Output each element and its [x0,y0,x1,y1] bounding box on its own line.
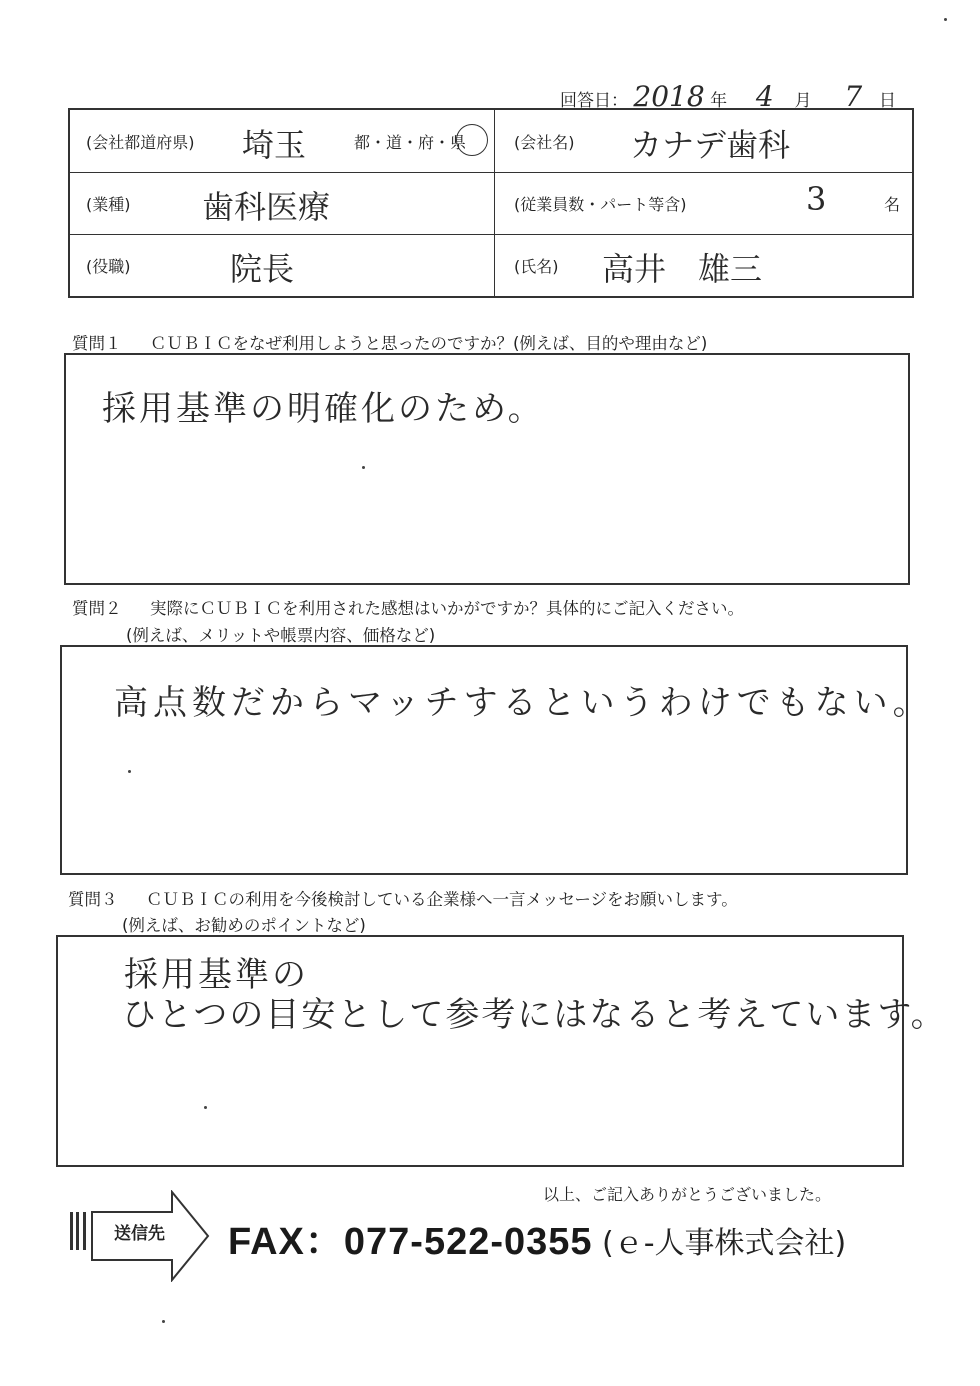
employees-label: (従業員数・パート等含) [514,195,687,214]
position-label: (役職) [86,257,131,276]
date-day-unit: 日 [878,91,896,111]
info-row-prefecture-company [70,110,912,173]
scan-speck [362,466,365,469]
question-2-number: 質問２ [72,599,122,618]
prefecture-value: 埼玉 [242,126,307,164]
company-value: カナデ歯科 [630,126,791,164]
answer-3-box [56,935,947,1167]
fax-company: (ｅ-人事株式会社) [602,1226,847,1261]
company-info-table [68,108,914,298]
question-3 [68,886,738,910]
question-2-example: (例えば、メリットや帳票内容、価格など) [126,626,436,645]
industry-value: 歯科医療 [202,188,331,226]
question-1-number: 質問１ [72,334,122,353]
question-3-number: 質問３ [68,890,118,909]
scan-speck [944,18,947,21]
date-month: 4 [755,80,774,113]
question-2-text: 実際にＣＵＢＩＣを利用された感想はいかがですか？具体的にご記入ください。 [150,599,744,618]
date-label: 回答日： [560,91,628,111]
scan-speck [204,1106,207,1109]
answer-2-box [60,645,932,875]
question-3-example: (例えば、お勧めのポイントなど) [122,916,366,935]
answer-3-line-2: ひとつの目安として参考にはなると考えています。 [122,995,947,1035]
name-label: (氏名) [514,257,559,276]
answer-1-line-1: 採用基準の明確化のため。 [102,389,545,429]
question-1-text: ＣＵＢＩＣをなぜ利用しようと思ったのですか？(例えば、目的や理由など) [150,334,708,353]
date-month-unit: 月 [794,91,812,111]
date-year: 2018 [633,80,705,113]
question-2 [72,595,744,619]
prefecture-suffix: 都・道・府・県 [354,133,467,152]
industry-label: (業種) [86,195,131,214]
scan-speck [162,1320,165,1323]
question-3-text: ＣＵＢＩＣの利用を今後検討している企業様へ一言メッセージをお願いします。 [146,890,738,909]
answer-3-line-1: 採用基準の [124,955,309,995]
employees-unit: 名 [884,195,901,214]
prefecture-circle-mark [456,124,488,156]
info-row-industry-employees [70,172,912,235]
fax-number: FAX：077-522-0355 [228,1221,593,1263]
position-value: 院長 [230,250,295,288]
answer-2-line-1: 高点数だからマッチするというわけでもない。 [114,683,932,723]
employees-value: 3 [806,180,827,218]
date-year-unit: 年 [710,91,728,111]
send-label: 送信先 [114,1224,165,1244]
prefecture-label: (会社都道府県) [86,133,195,152]
fax-bars-decoration [70,1212,86,1250]
answer-1-box [64,353,910,585]
question-1 [72,330,707,354]
date-day: 7 [844,80,863,113]
thanks-message: 以上、ご記入ありがとうございました。 [543,1185,832,1204]
name-value: 高井 雄三 [602,250,763,288]
scan-speck [128,770,131,773]
company-label: (会社名) [514,133,575,152]
info-row-position-name [70,234,912,296]
